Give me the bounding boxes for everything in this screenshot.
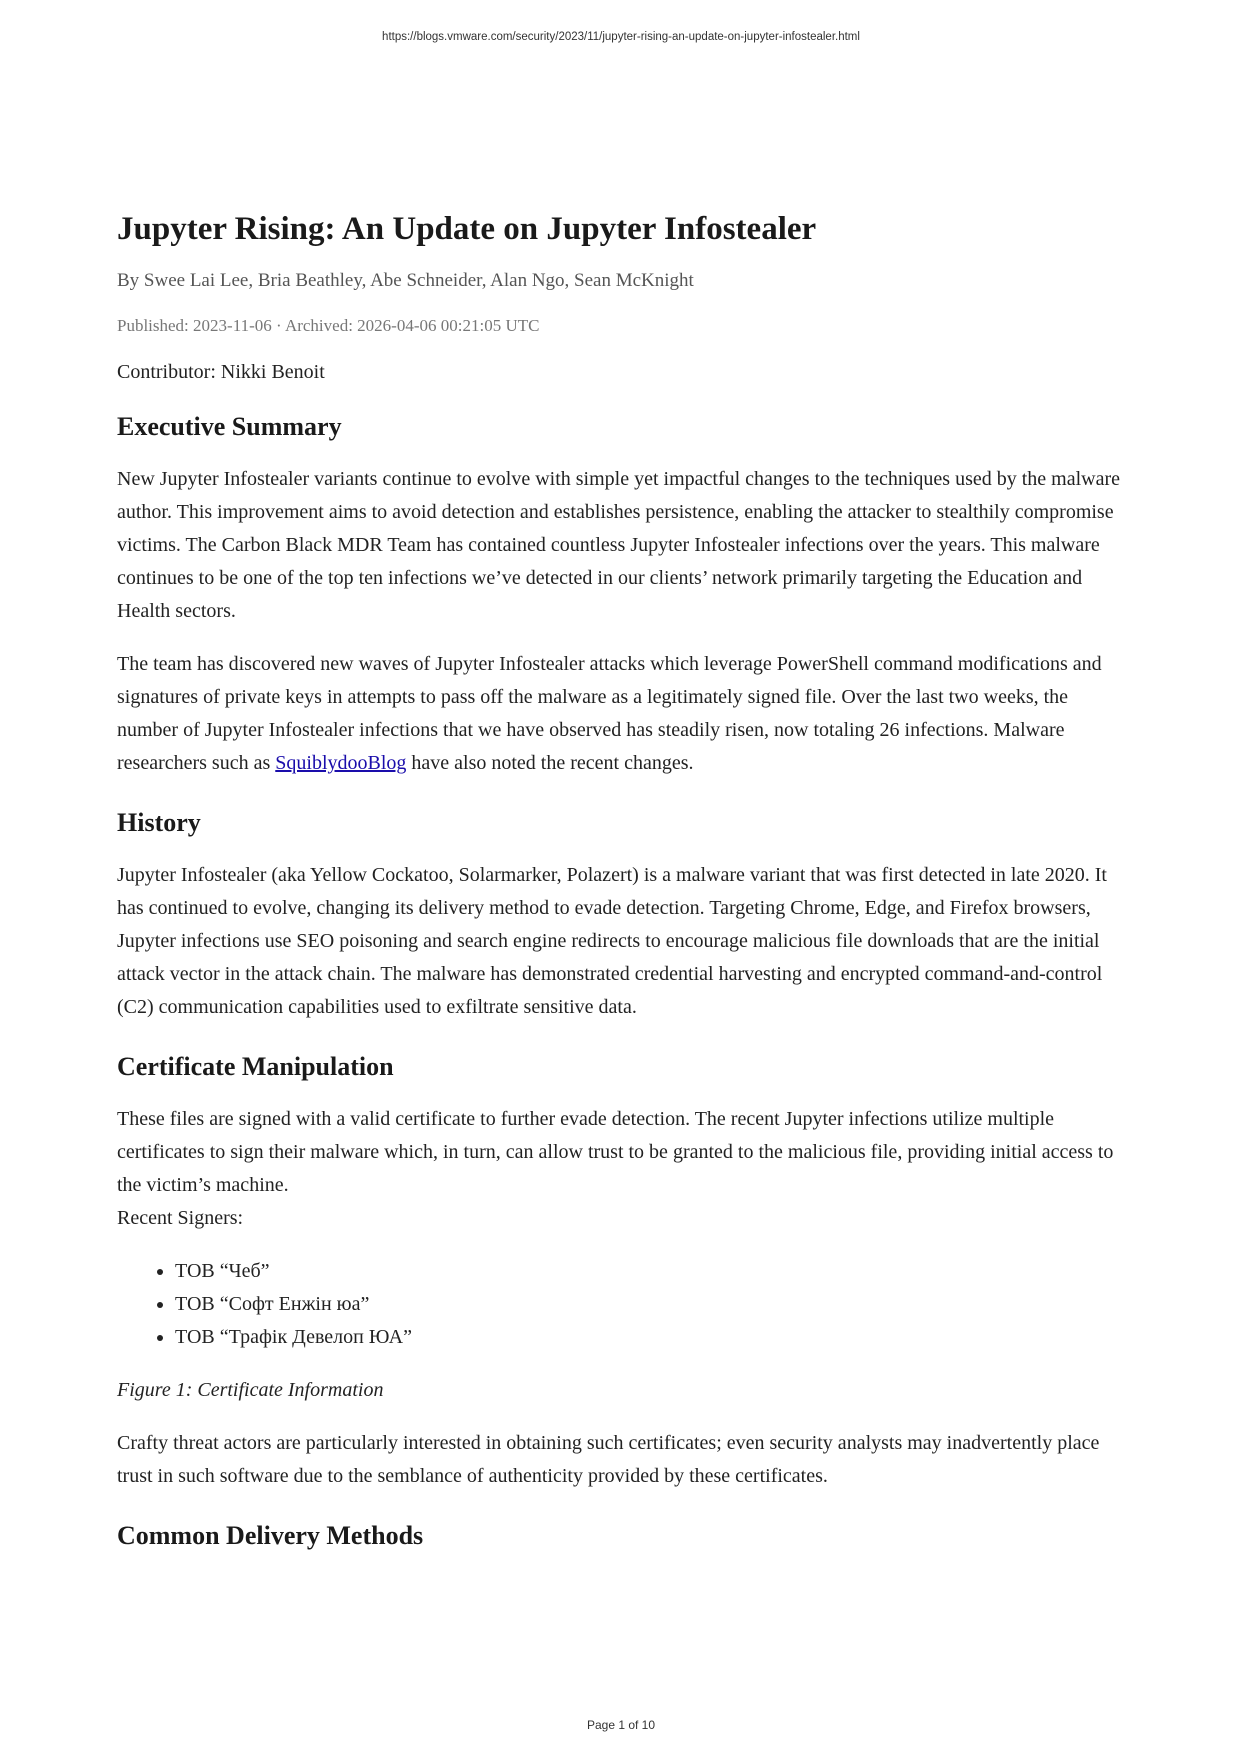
paragraph-text: The team has discovered new waves of Jupyter Infostealer attacks which leverage PowerShell command modifications and signatures of private keys in attempts to pass off the malware as a legitimately signed file. Over the last two weeks, the number of Jupyter Infostealer infections that we have observed has steadily risen, now totaling 26 infections. Malware researchers such as bbox=[117, 653, 1102, 774]
paragraph-crafty-threat-actors: Crafty threat actors are particularly interested in obtaining such certificates; even security analysts may inadvertently place trust in such software due to the semblance of authenticity provided by these certificates. bbox=[117, 1432, 1100, 1487]
signers-list bbox=[117, 1255, 1133, 1354]
squiblydooblog-link[interactable]: SquiblydooBlog bbox=[275, 752, 407, 774]
heading-history: History bbox=[117, 808, 201, 837]
recent-signers-label: Recent Signers: bbox=[117, 1207, 244, 1229]
article-publish-meta: Published: 2023-11-06 · Archived: 2026-04-06 00:21:05 UTC bbox=[117, 316, 540, 335]
page-number: Page 1 of 10 bbox=[586, 1718, 656, 1732]
heading-common-delivery-methods: Common Delivery Methods bbox=[117, 1521, 424, 1550]
paragraph-history: Jupyter Infostealer (aka Yellow Cockatoo, Solarmarker, Polazert) is a malware variant that was first detected in late 2020. It has continued to evolve, changing its delivery method to evade detection. Targeting Chrome, Edge, and Firefox browsers, Jupyter infections use SEO poisoning and search engine redirects to encourage malicious file downloads that are the initial attack vector in the attack chain. The malware has demonstrated credential harvesting and encrypted command-and-control (C2) communication capabilities used to exfiltrate sensitive data. bbox=[117, 864, 1107, 1018]
figure-caption: Figure 1: Certificate Information bbox=[117, 1379, 384, 1401]
article-title: Jupyter Rising: An Update on Jupyter Infostealer bbox=[117, 211, 817, 247]
heading-executive-summary: Executive Summary bbox=[117, 412, 342, 441]
paragraph-executive-summary-2 bbox=[117, 648, 1133, 780]
article-byline: By Swee Lai Lee, Bria Beathley, Abe Schneider, Alan Ngo, Sean McKnight bbox=[117, 270, 694, 291]
paragraph-text: have also noted the recent changes. bbox=[406, 752, 694, 774]
paragraph-executive-summary-1: New Jupyter Infostealer variants continue to evolve with simple yet impactful changes to the techniques used by the malware author. This improvement aims to avoid detection and establishes persistence, enabling the attacker to stealthily compromise victims. The Carbon Black MDR Team has contained countless Jupyter Infostealer infections over the years. This malware continues to be one of the top ten infections we’ve detected in our clients’ network primarily targeting the Education and Health sectors. bbox=[117, 468, 1121, 622]
list-item: • ТОВ “Трафік Девелоп ЮА” bbox=[175, 1321, 1133, 1354]
list-item: • ТОВ “Софт Енжін юа” bbox=[175, 1288, 1133, 1321]
paragraph-certificate-manipulation: These files are signed with a valid certificate to further evade detection. The recent Jupyter infections utilize multiple certificates to sign their malware which, in turn, can allow trust to be granted to the malicious file, providing initial access to the victim’s machine. bbox=[117, 1108, 1114, 1196]
article bbox=[117, 207, 1133, 1553]
list-item: • ТОВ “Чеб” bbox=[175, 1255, 1133, 1288]
page-url: https://blogs.vmware.com/security/2023/11/jupyter-rising-an-update-on-jupyter-infostealer.html bbox=[382, 31, 860, 43]
heading-certificate-manipulation: Certificate Manipulation bbox=[117, 1052, 394, 1081]
article-contributor: Contributor: Nikki Benoit bbox=[117, 361, 325, 383]
